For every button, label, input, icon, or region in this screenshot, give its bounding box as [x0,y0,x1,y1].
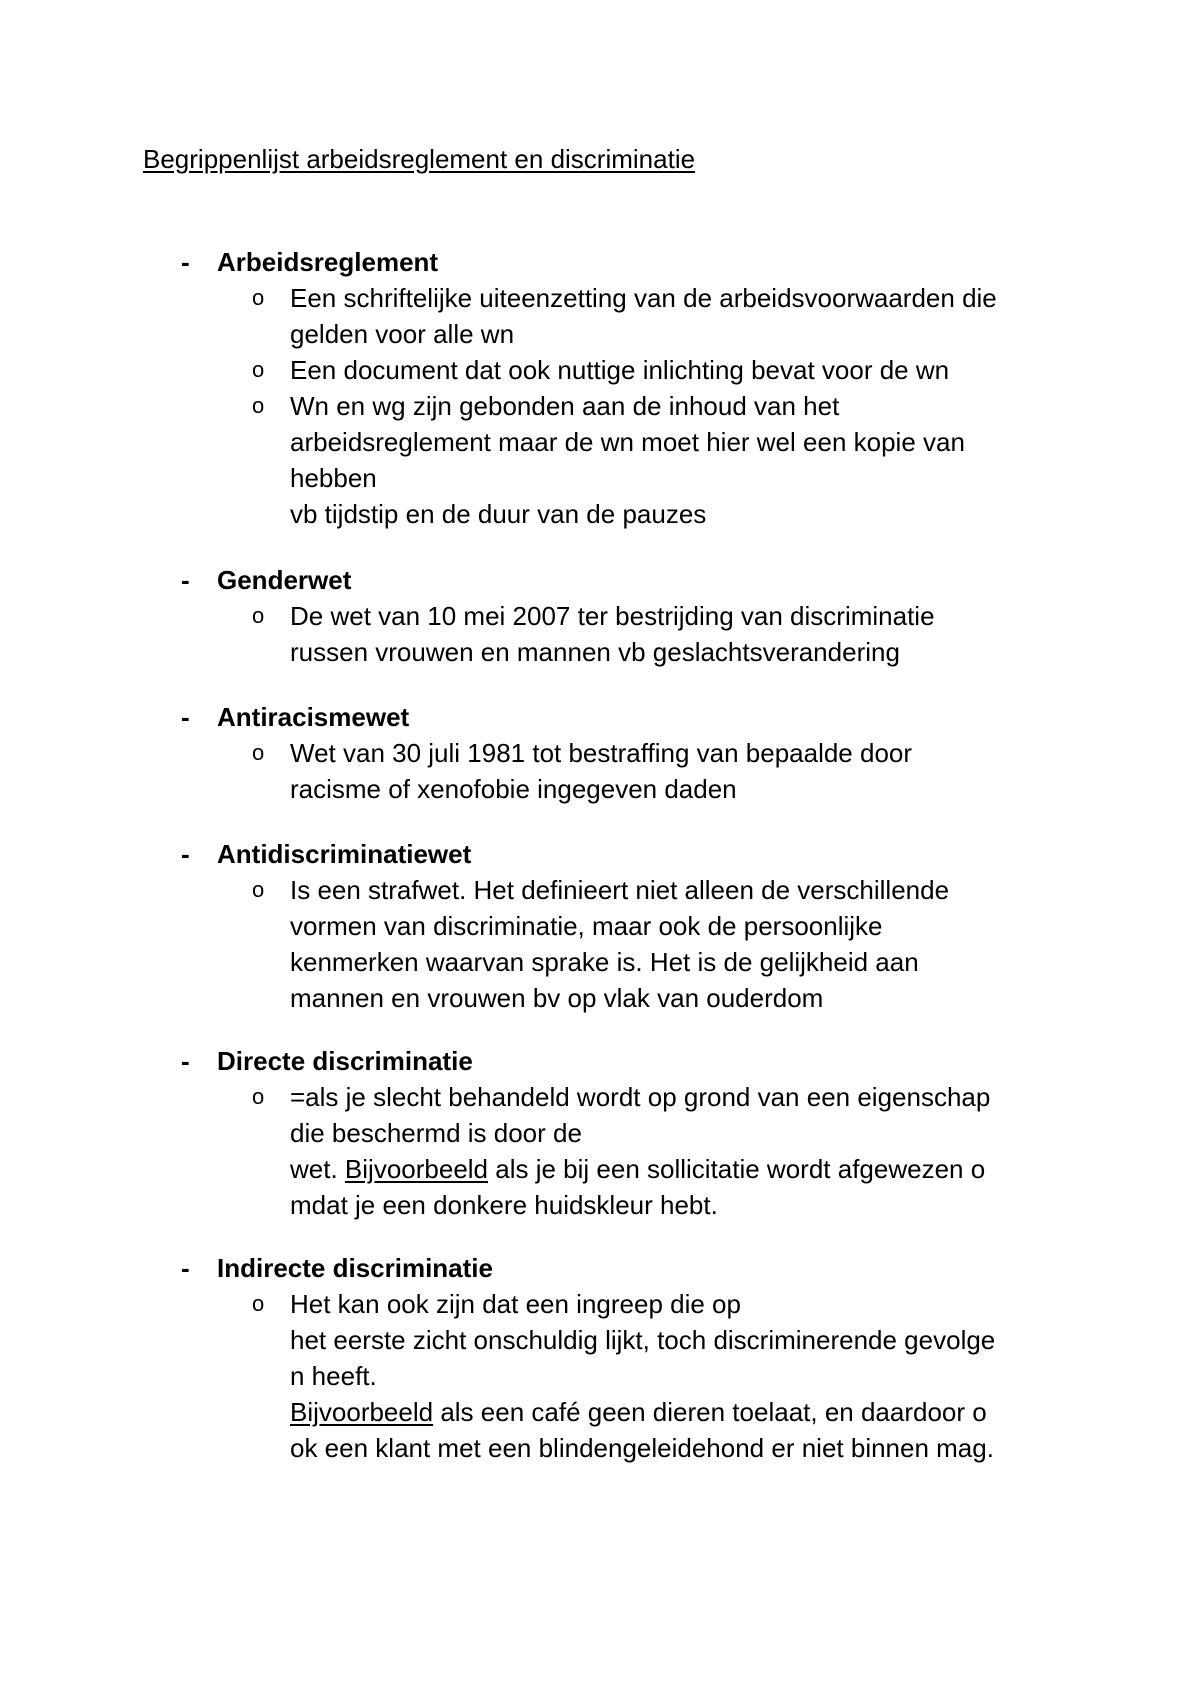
line-text: wet. [290,1154,345,1184]
circle-bullet: o [252,877,265,902]
definition-line: vormen van discriminatie, maar ook de persoonlijke [290,911,883,941]
definition-line [290,1394,1090,1430]
definition-line: russen vrouwen en mannen vb geslachtsverandering [290,637,900,667]
term-name: Genderwet [217,565,352,595]
definition-line: De wet van 10 mei 2007 ter bestrijding van discriminatie [290,601,935,631]
definition-item [0,1079,1090,1223]
definition-line: =als je slecht behandeld wordt op grond van een eigenschap [290,1082,991,1112]
term-heading [0,562,1200,598]
definition-line: racisme of xenofobie ingegeven daden [290,774,737,804]
circle-bullet: o [252,603,265,628]
dash-bullet: - [181,702,190,732]
definition-item [0,388,1090,532]
definition-item [0,280,1090,352]
line-text: als een café geen dieren toelaat, en daardoor o [433,1397,987,1427]
circle-bullet: o [252,285,265,310]
definition-line: Is een strafwet. Het definieert niet alleen de verschillende [290,875,950,905]
definition-list [0,280,1200,532]
definition-item [0,872,1090,1016]
term-directe-discriminatie [0,1043,1200,1223]
document-title: Begrippenlijst arbeidsreglement en discriminatie [143,144,696,174]
definition-list [0,735,1200,807]
definition-list [0,598,1200,670]
definition-item [0,735,1090,807]
dash-bullet: - [181,839,190,869]
term-antiracismewet [0,699,1200,807]
term-heading [0,699,1200,735]
term-name: Antiracismewet [217,702,410,732]
dash-bullet: - [181,1046,190,1076]
definition-line: vb tijdstip en de duur van de pauzes [290,499,707,529]
definition-line: Een document dat ook nuttige inlichting bevat voor de wn [290,355,950,385]
term-indirecte-discriminatie [0,1250,1200,1466]
term-name: Arbeidsreglement [217,247,439,277]
definition-line: mdat je een donkere huidskleur hebt. [290,1190,718,1220]
definition-line: Een schriftelijke uiteenzetting van de arbeidsvoorwaarden die [290,283,997,313]
definition-line: mannen en vrouwen bv op vlak van ouderdom [290,983,824,1013]
definition-line: Wn en wg zijn gebonden aan de inhoud van het [290,391,840,421]
underlined-word: Bijvoorbeeld [344,1154,489,1184]
definition-line: arbeidsreglement maar de wn moet hier wel een kopie van [290,427,965,457]
term-heading [0,836,1200,872]
definition-item [0,352,1090,388]
definition-line: het eerste zicht onschuldig lijkt, toch discriminerende gevolge [290,1325,996,1355]
definition-line: Het kan ook zijn dat een ingreep die op [290,1289,741,1319]
underlined-word: Bijvoorbeeld [290,1397,434,1427]
definition-line: kenmerken waarvan sprake is. Het is de gelijkheid aan [290,947,919,977]
term-genderwet [0,562,1200,670]
definition-line: die beschermd is door de [290,1118,582,1148]
circle-bullet: o [252,357,265,382]
dash-bullet: - [181,1253,190,1283]
definition-line: ok een klant met een blindengeleidehond er niet binnen mag. [290,1433,994,1463]
definition-item [0,1286,1090,1466]
term-heading [0,1043,1200,1079]
definition-list [0,872,1200,1016]
circle-bullet: o [252,1084,265,1109]
definition-line: n heeft. [290,1361,377,1391]
definition-line: hebben [290,463,377,493]
line-text: als je bij een sollicitatie wordt afgewezen o [488,1154,986,1184]
definition-line: gelden voor alle wn [290,319,515,349]
dash-bullet: - [181,565,190,595]
term-arbeidsreglement [0,244,1200,532]
term-antidiscriminatiewet [0,836,1200,1016]
circle-bullet: o [252,393,265,418]
definition-list [0,1079,1200,1223]
term-heading [0,244,1200,280]
term-name: Directe discriminatie [217,1046,473,1076]
dash-bullet: - [181,247,190,277]
definition-line: Wet van 30 juli 1981 tot bestraffing van bepaalde door [290,738,913,768]
circle-bullet: o [252,740,265,765]
definition-line [290,1151,1090,1187]
definition-item [0,598,1090,670]
circle-bullet: o [252,1291,265,1316]
definition-list [0,1286,1200,1466]
term-heading [0,1250,1200,1286]
term-name: Indirecte discriminatie [217,1253,493,1283]
term-name: Antidiscriminatiewet [217,839,472,869]
